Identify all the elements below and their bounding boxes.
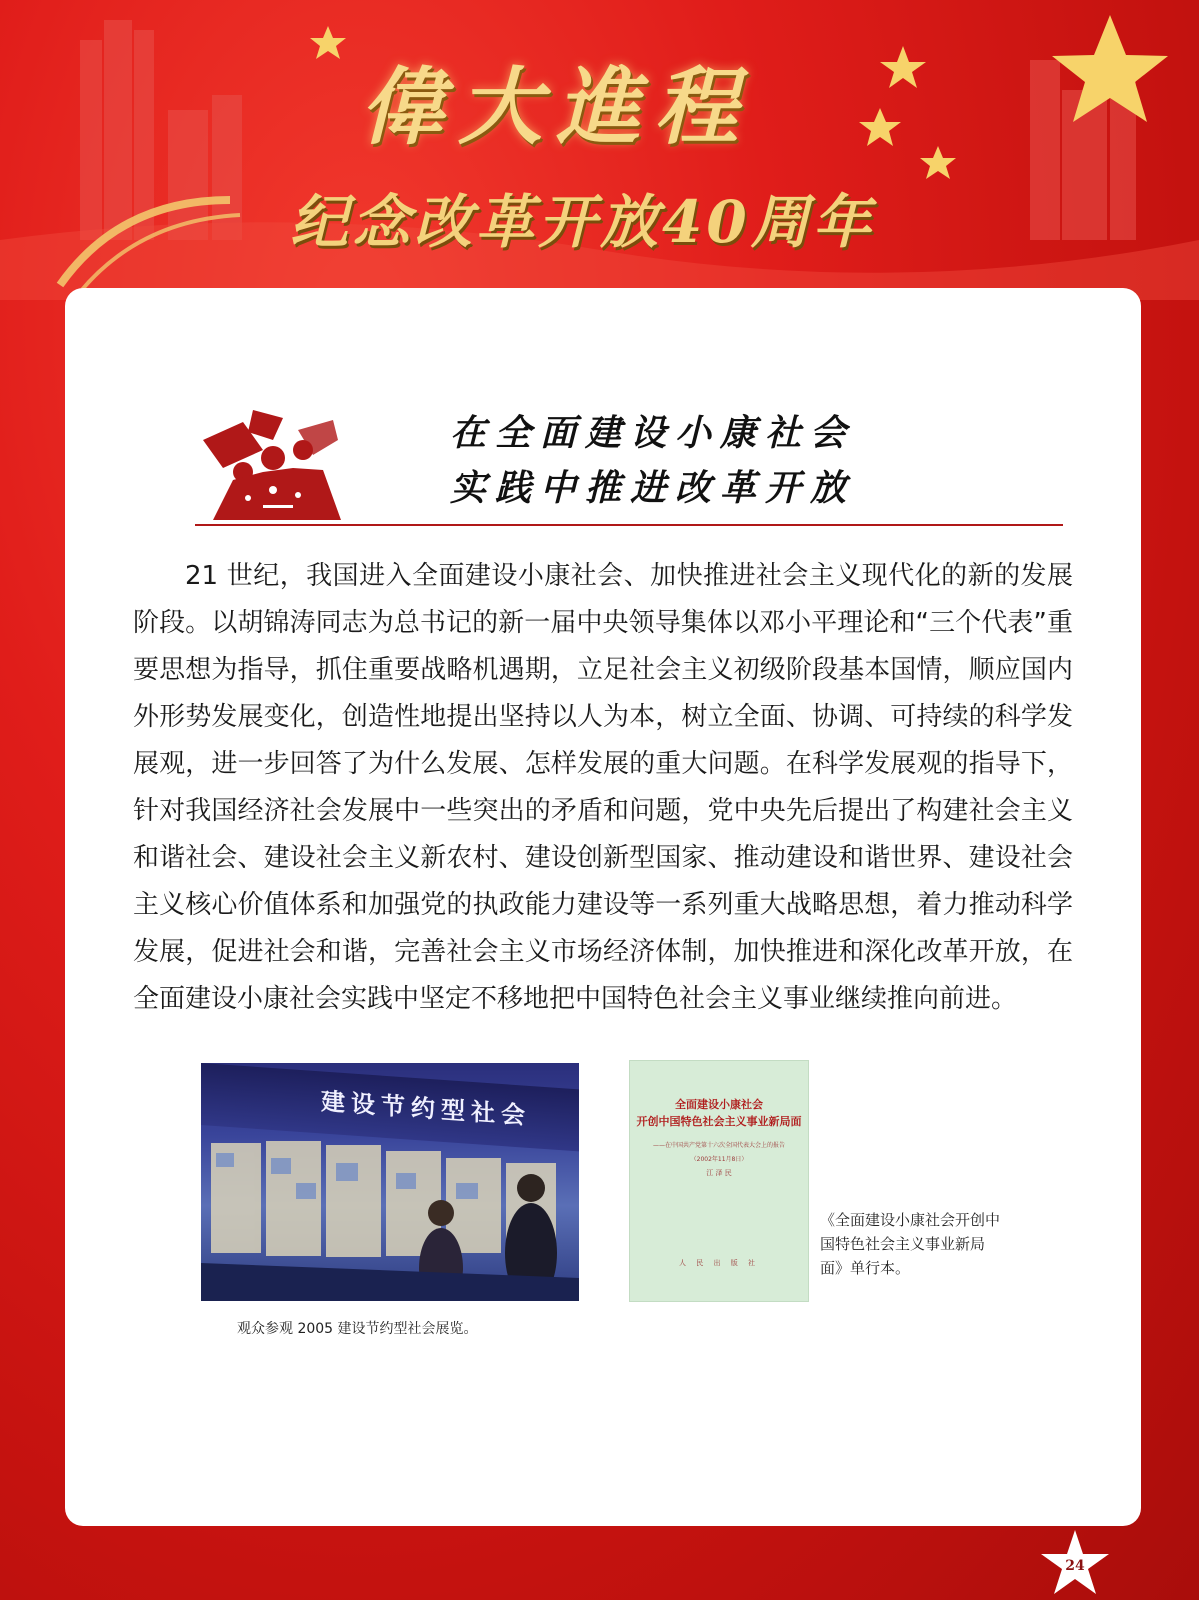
small-star-icon [920,146,956,179]
small-star-icon [880,46,926,88]
book-caption: 《全面建设小康社会开创中国特色社会主义事业新局面》单行本。 [820,1211,1001,1277]
banner-title: 偉大進程 [360,57,753,156]
header-banner [0,0,1199,300]
banner-subtitle: 纪念改革开放40周年 [290,188,875,256]
book-date: （2002年11月8日） [690,1156,748,1163]
small-star-icon [310,26,346,59]
book-title: 全面建设小康社会 开创中国特色社会主义事业新局面 [636,1098,802,1128]
book-author: 江 泽 民 [706,1169,732,1177]
heading-divider [195,524,1063,526]
book-subtitle: ——在中国共产党第十六次全国代表大会上的报告 [652,1142,785,1149]
heading-line-2: 实践中推进改革开放 [450,467,856,509]
exhibition-sign: 建设节约型社会 [201,1063,579,1151]
page-number: 24 [1065,1558,1085,1574]
body-paragraph: 21 世纪，我国进入全面建设小康社会、加快推进社会主义现代化的新的发展阶段。以胡锦涛同志为总书记的新一届中央领导集体以邓小平理论和“三个代表”重要思想为指导，抓住重要战略机遇期，立足社会主义初级阶段基本国情，顺应国内外形势发展变化，创造性地提出坚持以人为本，树立全面、协调、可持续的科学发展观，进一步回答了为什么发展、怎样发展的重大问题。在科学发展观的指导下，针对我国经济社会发展中一些突出的矛盾和问题，党中央先后提出了构建社会主义和谐社会、建设社会主义新农村、建设创新型国家、推动建设和谐世界、建设社会主义核心价值体系和加强党的执政能力建设等一系列重大战略思想，着力推动科学发展，促进社会和谐，完善社会主义市场经济体制，加快推进和深化改革开放，在全面建设小康社会实践中坚定不移地把中国特色社会主义事业继续推向前进。 [133,561,1073,1014]
book-publisher: 人 民 出 版 社 [679,1259,759,1267]
exhibition-panels-illustration [201,1063,579,1301]
heading-line-1: 在全面建设小康社会 [450,412,856,454]
papercut-figures-emblem [203,410,341,520]
photo-caption: 观众参观 2005 建设节约型社会展览。 [237,1321,478,1337]
section-heading [450,406,1010,516]
book-cover [629,1060,809,1302]
small-star-icon [859,108,901,146]
content-card [65,288,1141,1526]
exhibition-photo [201,1063,579,1301]
